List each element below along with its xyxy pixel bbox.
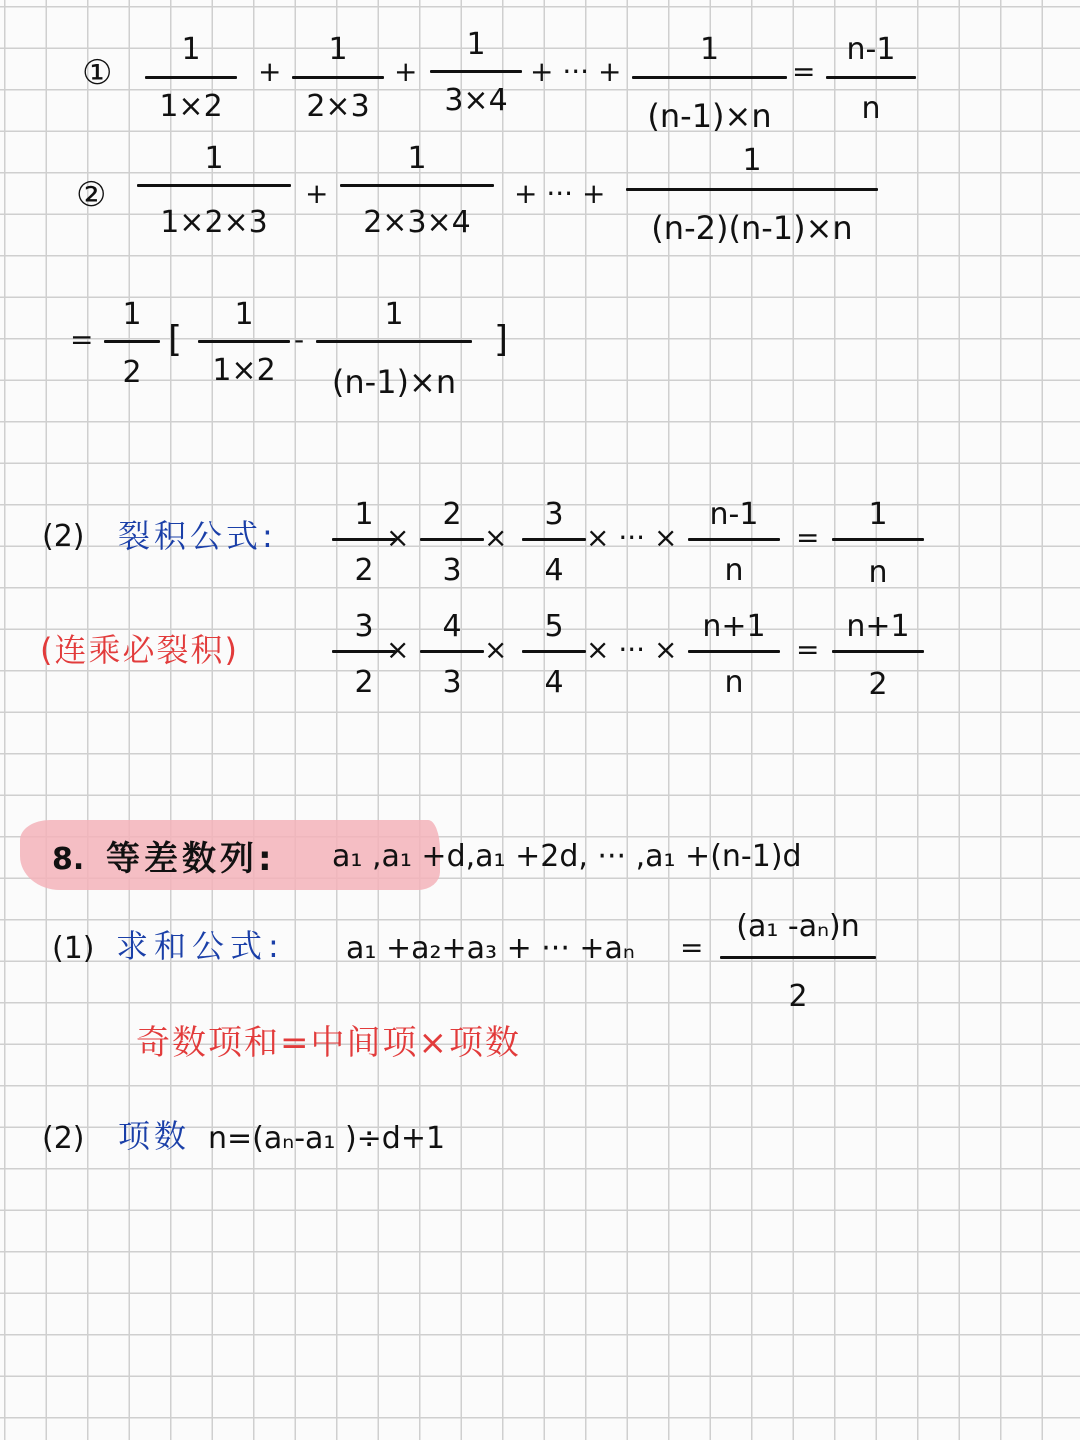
section-label: 裂积公式:	[118, 517, 277, 555]
equals-sign: =	[796, 633, 820, 666]
numerator: 1	[407, 141, 427, 176]
fraction-bar	[104, 340, 160, 343]
sum-fraction	[720, 909, 876, 1014]
product-fraction	[522, 609, 586, 702]
numerator: 1	[466, 27, 486, 62]
numerator: 3	[544, 497, 564, 532]
item-number: (2)	[42, 1121, 85, 1156]
fraction-bar	[832, 538, 924, 541]
denominator: 2	[788, 979, 808, 1014]
denominator: (n-1)×n	[647, 97, 772, 135]
fraction-bar	[198, 340, 290, 343]
times-sign: × ··· ×	[586, 633, 678, 666]
denominator: 3	[442, 665, 462, 700]
numerator: 1	[699, 32, 720, 67]
fraction-bar	[420, 538, 484, 541]
denominator: 2	[122, 355, 142, 390]
section-title: 等差数列:	[106, 839, 276, 879]
fraction-bar	[832, 650, 924, 653]
fraction-3-4	[430, 28, 522, 123]
numerator: n+1	[702, 609, 766, 644]
denominator: n	[724, 665, 744, 700]
numerator: 1	[234, 297, 254, 332]
denominator: 4	[544, 665, 564, 700]
section-label: 项数	[118, 1117, 191, 1155]
fraction-bar	[430, 70, 522, 73]
denominator: 4	[544, 553, 564, 588]
numerator: n+1	[846, 609, 910, 644]
numerator: 1	[742, 143, 762, 178]
numerator: 1	[354, 497, 374, 532]
fraction-bar	[340, 184, 494, 187]
times-sign: ×	[484, 633, 508, 666]
plus-sign: +	[305, 177, 329, 210]
fraction-result	[826, 30, 916, 125]
plus-sign: +	[394, 55, 418, 88]
fraction-half	[104, 298, 160, 393]
denominator: 1×2	[159, 89, 223, 124]
marker-1: ①	[82, 53, 113, 93]
numerator: 1	[122, 297, 142, 332]
denominator: n	[724, 553, 744, 588]
denominator: n	[861, 91, 881, 126]
product-fraction	[522, 497, 586, 590]
fraction-bar	[145, 76, 237, 79]
fraction-bar	[420, 650, 484, 653]
denominator: 3×4	[444, 83, 508, 118]
numerator: 3	[354, 609, 374, 644]
numerator: 1	[384, 297, 404, 332]
product-fraction	[688, 609, 780, 702]
denominator: 2×3	[306, 89, 370, 124]
fraction-last	[626, 142, 878, 252]
fraction-bar	[292, 76, 384, 79]
marker-2: ②	[76, 175, 107, 215]
fraction-bar	[137, 184, 291, 187]
section-number: 8.	[52, 842, 85, 877]
times-sign: × ··· ×	[586, 521, 678, 554]
numerator: (a₁ -aₙ)n	[736, 909, 860, 944]
product-fraction	[688, 497, 780, 590]
numerator: 1	[868, 497, 888, 532]
numerator: n-1	[709, 497, 759, 532]
fraction-2-3-4	[340, 142, 494, 242]
denominator: 1×2×3	[160, 205, 268, 240]
product-fraction	[420, 497, 484, 590]
fraction-bar	[626, 188, 878, 191]
denominator: 2	[354, 665, 374, 700]
equals-sign: =	[796, 521, 820, 554]
sum-lhs: a₁ +a₂+a₃ + ··· +aₙ	[346, 931, 635, 966]
fraction-1-2	[145, 30, 237, 125]
fraction-bar	[688, 538, 780, 541]
denominator: (n-2)(n-1)×n	[651, 209, 853, 247]
numerator: 5	[544, 609, 564, 644]
plus-sign: +	[258, 55, 282, 88]
numerator: 1	[328, 32, 348, 67]
times-sign: ×	[386, 633, 410, 666]
fraction-bar	[522, 538, 586, 541]
numerator: n-1	[846, 32, 896, 67]
fraction-bar	[316, 340, 472, 343]
left-bracket: [	[168, 319, 183, 360]
fraction-last	[632, 30, 787, 135]
item-number: (1)	[52, 931, 95, 966]
fraction-a	[198, 298, 290, 393]
product-result	[832, 497, 924, 590]
equals-sign: =	[70, 323, 94, 356]
product-fraction	[420, 609, 484, 702]
count-formula: n=(aₙ-a₁ )÷d+1	[208, 1121, 446, 1156]
minus-sign: -	[294, 323, 305, 356]
fraction-bar	[826, 76, 916, 79]
plus-dots: + ··· +	[530, 55, 622, 88]
denominator: n	[868, 555, 888, 590]
item-number: (2)	[42, 519, 85, 554]
sequence: a₁ ,a₁ +d,a₁ +2d, ··· ,a₁ +(n-1)d	[332, 839, 802, 874]
product-result	[832, 609, 924, 702]
note-tag: (连乘必裂积)	[40, 631, 239, 669]
numerator: 2	[442, 497, 462, 532]
fraction-1-2-3	[137, 142, 291, 242]
denominator: 1×2	[212, 353, 276, 388]
equals-sign: =	[792, 55, 816, 88]
fraction-bar	[522, 650, 586, 653]
numerator: 1	[204, 141, 224, 176]
fraction-b	[316, 298, 472, 408]
equals-sign: =	[680, 931, 704, 964]
numerator: 1	[181, 32, 201, 67]
section-label: 求和公式:	[116, 927, 285, 965]
right-bracket: ]	[494, 319, 509, 360]
denominator: (n-1)×n	[331, 363, 457, 401]
denominator: 3	[442, 553, 462, 588]
note: 奇数项和=中间项×项数	[136, 1023, 521, 1063]
denominator: 2×3×4	[363, 205, 471, 240]
times-sign: ×	[386, 521, 410, 554]
times-sign: ×	[484, 521, 508, 554]
numerator: 4	[442, 609, 462, 644]
denominator: 2	[868, 667, 888, 702]
denominator: 2	[354, 553, 374, 588]
fraction-bar	[720, 956, 876, 959]
plus-dots: + ··· +	[514, 177, 606, 210]
fraction-bar	[632, 76, 787, 79]
fraction-bar	[688, 650, 780, 653]
fraction-2-3	[292, 30, 384, 125]
